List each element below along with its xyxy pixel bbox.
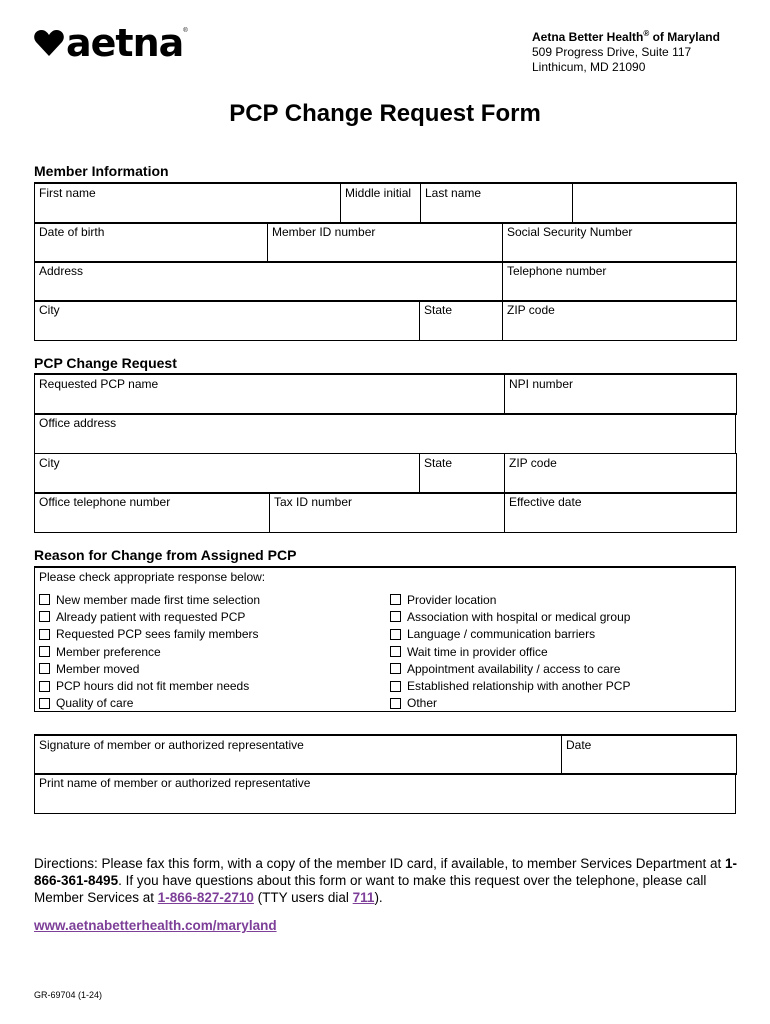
signature-field[interactable]: Signature of member or authorized representative	[35, 735, 562, 774]
reason-option[interactable]: Member moved	[39, 660, 260, 677]
effective-date-field[interactable]: Effective date	[505, 493, 737, 533]
requested-pcp-name-field[interactable]: Requested PCP name	[35, 374, 505, 414]
reason-option[interactable]: Other	[390, 695, 630, 712]
tty-link[interactable]: 711	[352, 890, 375, 905]
member-services-phone-link[interactable]: 1-866-827-2710	[157, 890, 254, 905]
telephone-field[interactable]: Telephone number	[503, 262, 737, 302]
checkbox[interactable]	[39, 646, 50, 657]
pcp-state-field[interactable]: State	[420, 454, 505, 494]
checkbox[interactable]	[390, 594, 401, 605]
reason-option[interactable]: Member preference	[39, 643, 260, 660]
pcp-change-heading: PCP Change Request	[34, 355, 177, 371]
logo-wordmark: aetna	[66, 21, 184, 65]
zip-field[interactable]: ZIP code	[503, 301, 737, 341]
reason-option[interactable]: Provider location	[390, 591, 630, 608]
fax-number: 1-866-361-8495	[34, 856, 738, 888]
pcp-table-2	[34, 413, 736, 454]
reason-option[interactable]: Language / communication barriers	[390, 626, 630, 643]
reason-options-right	[390, 591, 630, 712]
reason-option[interactable]: PCP hours did not fit member needs	[39, 677, 260, 694]
reason-option[interactable]: New member made first time selection	[39, 591, 260, 608]
tax-id-field[interactable]: Tax ID number	[270, 493, 505, 533]
checkbox[interactable]	[390, 646, 401, 657]
pcp-city-field[interactable]: City	[35, 454, 420, 494]
checkbox[interactable]	[39, 611, 50, 622]
checkbox[interactable]	[39, 629, 50, 640]
organization-name: Aetna Better Health® of Maryland	[532, 29, 720, 44]
pcp-table-1	[34, 373, 737, 415]
checkbox[interactable]	[390, 663, 401, 674]
aetna-logo	[34, 21, 188, 65]
member-info-heading: Member Information	[34, 163, 169, 179]
signature-table-1	[34, 734, 737, 775]
pcp-table-3	[34, 453, 737, 494]
last-name-field[interactable]: Last name	[425, 186, 482, 200]
first-name-field[interactable]: First name	[35, 183, 341, 223]
signature-table-2	[34, 773, 736, 814]
address-field[interactable]: Address	[35, 262, 503, 302]
checkbox[interactable]	[39, 594, 50, 605]
organization-address	[532, 26, 720, 75]
member-info-table-2	[34, 222, 737, 263]
ssn-field[interactable]: Social Security Number	[503, 223, 737, 263]
reason-option[interactable]: Quality of care	[39, 695, 260, 712]
reason-option[interactable]: Established relationship with another PCP	[390, 677, 630, 694]
state-field[interactable]: State	[420, 301, 503, 341]
member-info-table	[34, 182, 737, 224]
city-field[interactable]: City	[35, 301, 420, 341]
form-code: GR-69704 (1-24)	[34, 990, 103, 1000]
logo-registered-mark: ®	[183, 28, 188, 34]
checkbox[interactable]	[390, 629, 401, 640]
pcp-table-4	[34, 492, 737, 533]
checkbox[interactable]	[39, 681, 50, 692]
member-id-field[interactable]: Member ID number	[268, 223, 503, 263]
reason-heading: Reason for Change from Assigned PCP	[34, 547, 297, 563]
reason-option[interactable]: Already patient with requested PCP	[39, 608, 260, 625]
reason-hint: Please check appropriate response below:	[39, 570, 266, 584]
middle-initial-field[interactable]: Middle initial	[341, 184, 421, 223]
page-title: PCP Change Request Form	[229, 100, 541, 127]
address-line-2: Linthicum, MD 21090	[532, 60, 646, 74]
reason-option[interactable]: Wait time in provider office	[390, 643, 630, 660]
pcp-zip-field[interactable]: ZIP code	[505, 454, 737, 494]
reason-options-box	[34, 566, 736, 712]
date-of-birth-field[interactable]: Date of birth	[35, 223, 268, 263]
reason-options-left	[39, 591, 260, 712]
heart-icon	[34, 29, 64, 57]
checkbox[interactable]	[390, 681, 401, 692]
website-link[interactable]: www.aetnabetterhealth.com/maryland	[34, 918, 277, 933]
office-address-field[interactable]: Office address	[35, 414, 736, 454]
reason-option[interactable]: Requested PCP sees family members	[39, 626, 260, 643]
member-info-table-3	[34, 261, 737, 302]
reason-option[interactable]: Appointment availability / access to care	[390, 660, 630, 677]
address-line-1: 509 Progress Drive, Suite 117	[532, 45, 692, 59]
office-telephone-field[interactable]: Office telephone number	[35, 493, 270, 533]
checkbox[interactable]	[39, 663, 50, 674]
checkbox[interactable]	[390, 698, 401, 709]
signature-date-field[interactable]: Date	[562, 735, 737, 774]
npi-number-field[interactable]: NPI number	[505, 374, 737, 414]
checkbox[interactable]	[390, 611, 401, 622]
checkbox[interactable]	[39, 698, 50, 709]
member-info-table-4	[34, 300, 737, 341]
reason-option[interactable]: Association with hospital or medical group	[390, 608, 630, 625]
directions-text: Directions: Please fax this form, with a copy of the member ID card, if available, to member Services Department at 1-866-361-8495. If you have questions about this form or want to make this request over the telephone, please call Member Services at 1-866-827-2710 (TTY users dial 711).	[34, 856, 738, 905]
print-name-field[interactable]: Print name of member or authorized representative	[35, 774, 736, 814]
